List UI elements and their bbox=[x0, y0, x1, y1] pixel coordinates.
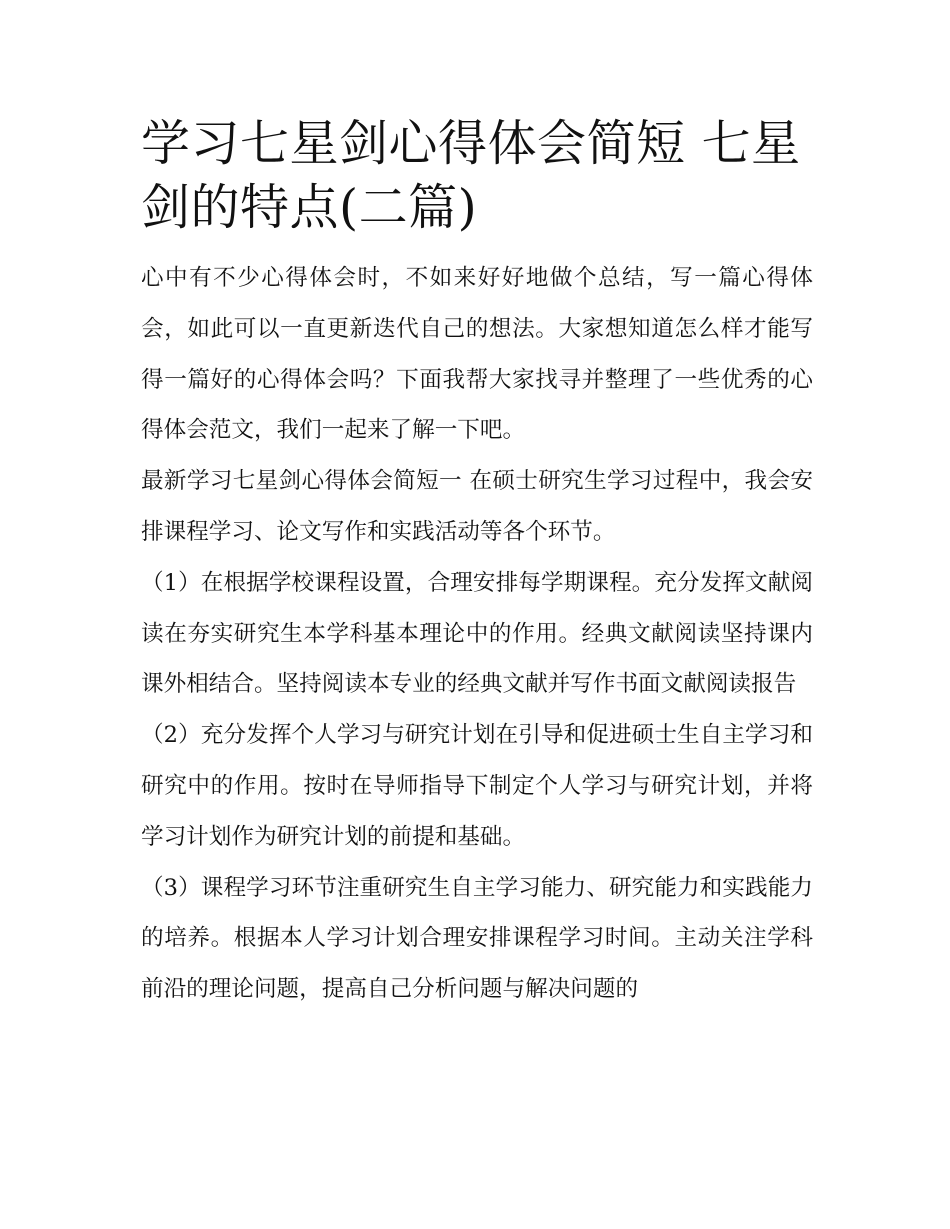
section-one-paragraph: 最新学习七星剑心得体会简短一 在硕士研究生学习过程中，我会安排课程学习、论文写作和实践活动等各个环节。 bbox=[141, 468, 813, 545]
point-two-paragraph: （2）充分发挥个人学习与研究计划在引导和促进硕士生自主学习和研究中的作用。按时在导师指导下制定个人学习与研究计划，并将学习计划作为研究计划的前提和基础。 bbox=[141, 722, 813, 850]
point-one-paragraph: （1）在根据学校课程设置，合理安排每学期课程。充分发挥文献阅读在夯实研究生本学科基本理论中的作用。经典文献阅读坚持课内课外相结合。坚持阅读本专业的经典文献并写作书面文献阅读报告 bbox=[141, 569, 813, 698]
intro-paragraph: 心中有不少心得体会时，不如来好好地做个总结，写一篇心得体会，如此可以一直更新迭代自己的想法。大家想知道怎么样才能写得一篇好的心得体会吗？下面我帮大家找寻并整理了一些优秀的心得体会范文，我们一起来了解一下吧。 bbox=[141, 265, 813, 444]
document-title: 学习七星剑心得体会简短 七星剑的特点(二篇) bbox=[141, 115, 801, 236]
point-three-paragraph: （3）课程学习环节注重研究生自主学习能力、研究能力和实践能力的培养。根据本人学习计划合理安排课程学习时间。主动关注学科前沿的理论问题，提高自己分析问题与解决问题的 bbox=[141, 874, 813, 1003]
document-body bbox=[141, 112, 813, 1015]
